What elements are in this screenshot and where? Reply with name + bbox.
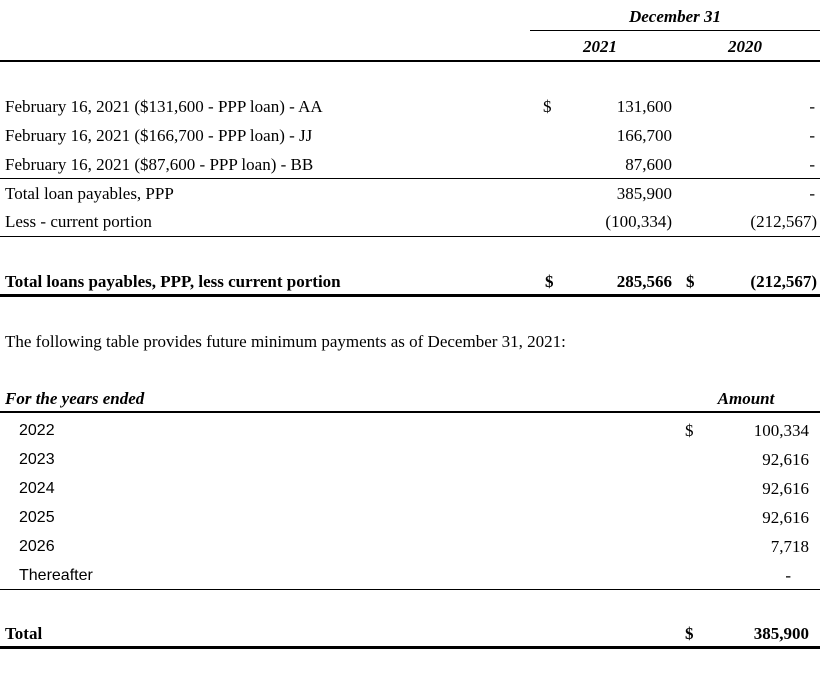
currency-symbol: $ (685, 624, 694, 643)
payment-year: Thereafter (19, 567, 93, 584)
payment-amount: 92,616 (762, 508, 809, 527)
loan-row-value-2021: 131,600 (616, 97, 672, 116)
payment-amount: - (785, 566, 791, 585)
payment-amount: 92,616 (762, 479, 809, 498)
header-amount: Amount (717, 389, 775, 408)
payments-header-rule (0, 411, 820, 413)
currency-symbol: $ (543, 97, 552, 116)
loan-row-label: February 16, 2021 ($166,700 - PPP loan) - JJ (5, 126, 313, 145)
payments-total-amount: 385,900 (753, 624, 809, 643)
header-group-underline (530, 30, 820, 31)
currency-symbol: $ (545, 272, 554, 291)
payments-total-label: Total (5, 624, 43, 643)
loan-row-value-2020: - (809, 155, 815, 174)
payment-year: 2022 (19, 422, 55, 439)
subtotal-rule (0, 178, 820, 179)
loan-row-label: Total loan payables, PPP (5, 184, 174, 203)
loan-row-value-2020: - (809, 97, 815, 116)
payment-year: 2025 (19, 509, 55, 526)
header-for-the-years-ended: For the years ended (5, 389, 145, 408)
payment-year: 2024 (19, 480, 55, 497)
loan-row-value-2020: - (809, 184, 815, 203)
payment-amount: 100,334 (753, 421, 809, 440)
loan-row-value-2021: 166,700 (616, 126, 672, 145)
loan-row-value-2021: (100,334) (605, 212, 672, 231)
loan-total-label: Total loans payables, PPP, less current portion (5, 272, 341, 291)
loan-row-label: February 16, 2021 ($87,600 - PPP loan) - BB (5, 155, 314, 174)
header-col-2021: 2021 (583, 37, 617, 56)
currency-symbol: $ (685, 421, 694, 440)
currency-symbol: $ (686, 272, 695, 291)
current-portion-rule (0, 236, 820, 237)
total-double-rule (0, 294, 820, 297)
payments-subtotal-rule (0, 589, 820, 590)
payment-year: 2026 (19, 538, 55, 555)
loan-row-value-2021: 87,600 (625, 155, 672, 174)
payments-total-double-rule (0, 646, 820, 649)
loan-total-value-2020: (212,567) (750, 272, 817, 291)
loan-row-label: February 16, 2021 ($131,600 - PPP loan) - AA (5, 97, 323, 116)
header-col-2020: 2020 (728, 37, 762, 56)
loan-row-value-2020: (212,567) (750, 212, 817, 231)
header-december-31: December 31 (628, 7, 722, 26)
loan-row-label: Less - current portion (5, 212, 152, 231)
intro-text: The following table provides future minimum payments as of December 31, 2021: (5, 332, 566, 351)
payment-year: 2023 (19, 451, 55, 468)
loan-total-value-2021: 285,566 (616, 272, 672, 291)
payment-amount: 92,616 (762, 450, 809, 469)
payment-amount: 7,718 (770, 537, 809, 556)
loan-row-value-2021: 385,900 (616, 184, 672, 203)
header-bottom-rule (0, 60, 820, 62)
loan-row-value-2020: - (809, 126, 815, 145)
